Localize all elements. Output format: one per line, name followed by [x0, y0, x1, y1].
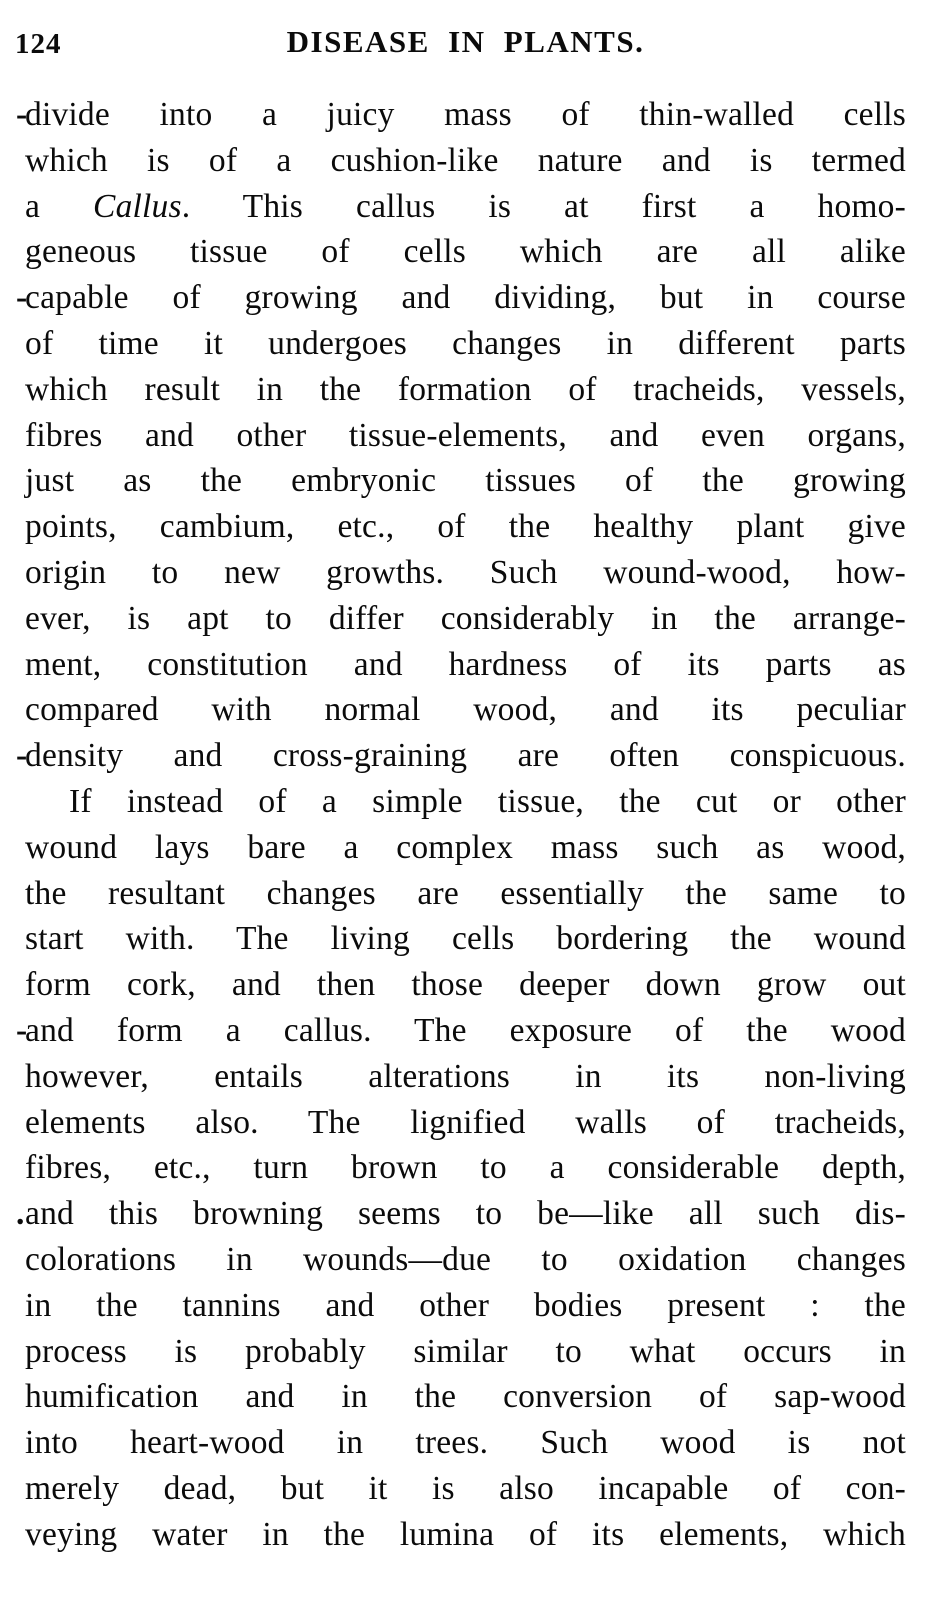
text-line	[25, 779, 906, 825]
text-line	[25, 138, 906, 184]
scan-artifact-mark: -	[16, 737, 28, 775]
text-segment: origin to new growths. Such wound-wood, how-	[25, 553, 906, 591]
text-line	[25, 184, 906, 230]
text-line	[25, 229, 906, 275]
text-segment: process is probably similar to what occurs in	[25, 1332, 906, 1370]
text-line	[16, 733, 906, 779]
text-line	[25, 1329, 906, 1375]
text-line	[25, 1054, 906, 1100]
text-segment: into heart-wood in trees. Such wood is not	[25, 1424, 906, 1462]
text-line	[25, 1512, 906, 1558]
text-line	[16, 92, 906, 138]
page-body-text	[16, 92, 906, 1558]
text-line	[25, 504, 906, 550]
text-line	[25, 642, 906, 688]
text-segment: however, entails alterations in its non-living	[25, 1057, 906, 1095]
text-segment: . This callus is at first a homo-	[181, 187, 906, 225]
text-segment: divide into a juicy mass of thin-walled cells	[25, 96, 906, 133]
text-line	[25, 367, 906, 413]
paragraph	[16, 92, 906, 779]
scan-artifact-mark: -	[16, 96, 28, 133]
text-segment: form cork, and then those deeper down grow out	[25, 966, 906, 1004]
text-segment: elements also. The lignified walls of tracheids,	[25, 1103, 906, 1141]
text-segment: start with. The living cells bordering the wound	[25, 920, 906, 958]
text-segment: a	[25, 187, 94, 225]
text-line	[25, 916, 906, 962]
text-line	[25, 962, 906, 1008]
text-line	[25, 1420, 906, 1466]
running-head	[15, 24, 906, 68]
text-segment: humification and in the conversion of sap-wood	[25, 1378, 906, 1416]
text-segment: ever, is apt to differ considerably in the arrange-	[25, 599, 906, 637]
scan-artifact-mark: .	[16, 1195, 25, 1233]
text-line	[25, 1237, 906, 1283]
text-segment: fibres and other tissue-elements, and even organs,	[25, 416, 906, 454]
paragraph	[16, 779, 906, 1558]
text-segment: points, cambium, etc., of the healthy plant give	[25, 508, 906, 546]
scan-artifact-mark: -	[16, 279, 28, 317]
italic-term: Callus	[93, 187, 182, 225]
text-segment: density and cross-graining are often conspicuous.	[25, 737, 906, 775]
text-segment: colorations in wounds—due to oxidation changes	[25, 1240, 906, 1278]
text-line	[25, 871, 906, 917]
text-line	[16, 1008, 906, 1054]
text-segment: just as the embryonic tissues of the growing	[25, 462, 906, 500]
text-segment: veying water in the lumina of its elements, which	[25, 1515, 906, 1553]
text-segment: in the tannins and other bodies present : the	[25, 1286, 906, 1324]
text-line	[25, 596, 906, 642]
text-line	[25, 825, 906, 871]
text-segment: the resultant changes are essentially the same to	[25, 874, 906, 912]
text-line	[16, 1191, 906, 1237]
text-line	[25, 1283, 906, 1329]
text-segment: ment, constitution and hardness of its parts as	[25, 645, 906, 683]
text-segment: If instead of a simple tissue, the cut or other	[69, 782, 906, 820]
text-segment: and this browning seems to be—like all such dis-	[25, 1195, 906, 1233]
text-segment: capable of growing and dividing, but in course	[25, 279, 906, 317]
page-header-title: DISEASE IN PLANTS.	[286, 24, 645, 59]
text-segment: of time it undergoes changes in different parts	[25, 324, 906, 362]
text-line	[25, 1145, 906, 1191]
text-segment: and form a callus. The exposure of the wood	[25, 1011, 906, 1049]
text-line	[16, 275, 906, 321]
text-line	[25, 1466, 906, 1512]
text-segment: compared with normal wood, and its peculiar	[25, 691, 906, 729]
scan-artifact-mark: -	[16, 1011, 28, 1049]
text-line	[25, 413, 906, 459]
text-segment: wound lays bare a complex mass such as wood,	[25, 828, 906, 866]
text-segment: which result in the formation of tracheids, vessels,	[25, 370, 906, 408]
text-segment: which is of a cushion-like nature and is termed	[25, 141, 906, 179]
text-line	[25, 687, 906, 733]
text-line	[25, 321, 906, 367]
text-line	[25, 1100, 906, 1146]
text-segment: fibres, etc., turn brown to a considerable depth,	[25, 1149, 906, 1187]
text-line	[25, 1374, 906, 1420]
text-segment: geneous tissue of cells which are all alike	[25, 233, 906, 271]
text-segment: merely dead, but it is also incapable of con-	[25, 1469, 906, 1507]
text-line	[25, 550, 906, 596]
text-line	[25, 458, 906, 504]
page-number: 124	[15, 28, 62, 60]
